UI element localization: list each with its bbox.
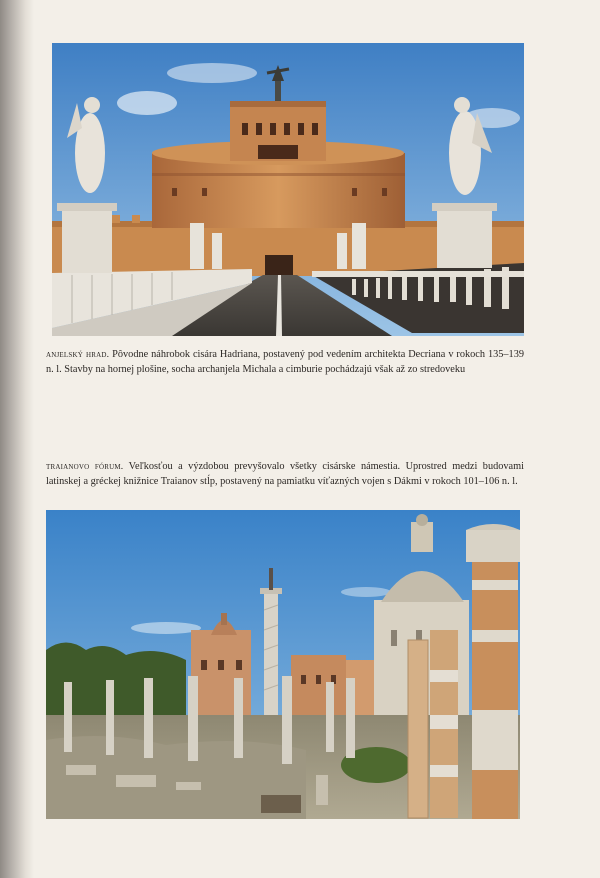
book-binding-shadow xyxy=(0,0,34,878)
castle-photo xyxy=(52,43,524,336)
forum-caption xyxy=(46,460,524,489)
bleed-through-text xyxy=(100,432,520,446)
forum-photo xyxy=(46,510,520,819)
castle-caption xyxy=(46,348,524,377)
forum-caption-heading: traianovo fórum. xyxy=(46,461,124,472)
castle-caption-heading: anjelský hrad. xyxy=(46,349,110,360)
castle-caption-text: Pôvodne náhrobok cisára Hadriana, postavený pod vedením architekta Decriana v rokoch 135–139 n. l. Stavby na hornej plošine, socha archanjela Michala a cimburie pochádzajú však až zo stredoveku xyxy=(46,349,525,375)
forum-caption-text: Veľkosťou a výzdobou prevyšovalo všetky cisárske námestia. Uprostred medzi budovami latinskej a gréckej knižnice Traianov stĺp, postavený na pamiatku víťazných vojen s Dákmi v rokoch 101–106 n. l. xyxy=(46,461,524,487)
